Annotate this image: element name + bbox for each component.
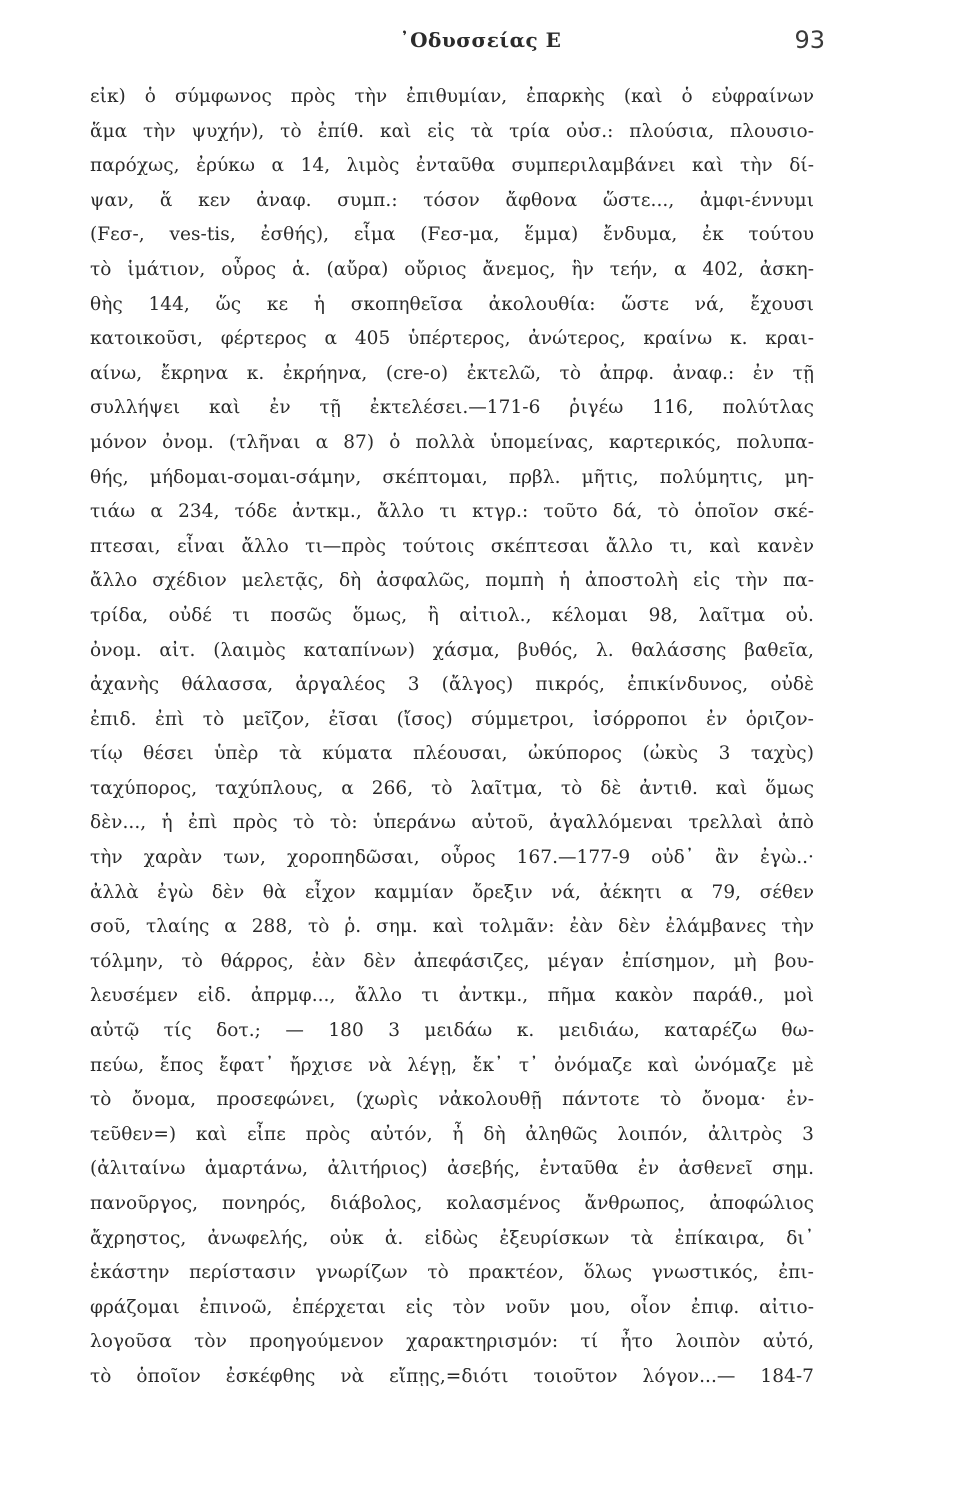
text-line: ἐπιδ. ἐπὶ τὸ μεῖζον, ἐῖσαι (ἴσος) σύμμετροι, ἰσόρροποι ἐν ὁριζον-: [90, 708, 814, 730]
text-line: ἑκάστην περίστασιν γνωρίζων τὸ πρακτέον, ὅλως γνωστικός, ἐπι-: [90, 1262, 814, 1284]
text-line: τὸ ὁποῖον ἐσκέφθης νὰ εἴπῃς,=διότι τοιοῦτον λόγον...— 184-7: [90, 1365, 814, 1387]
text-line: τόλμην, τὸ θάρρος, ἐὰν δὲν ἀπεφάσιζες, μέγαν ἐπίσημον, μὴ βου-: [90, 950, 814, 972]
text-line: λογοῦσα τὸν προηγούμενον χαρακτηρισμόν: τί ἦτο λοιπὸν αὐτό,: [90, 1331, 814, 1353]
text-line: παρόχως, ἐρύκω α 14, λιμὸς ἐνταῦθα συμπεριλαμβάνει καὶ τὴν δί-: [90, 155, 814, 177]
text-line: ἅμα τὴν ψυχήν), τὸ ἐπίθ. καὶ εἰς τὰ τρία οὐσ.: πλούσια, πλουσιο-: [90, 120, 814, 142]
text-line: τεῦθεν=) καὶ εἶπε πρὸς αὐτόν, ἦ δὴ ἀληθῶς λοιπόν, ἀλιτρὸς 3: [90, 1123, 814, 1145]
text-line: (ἀλιταίνω ἁμαρτάνω, ἀλιτήριος) ἀσεβής, ἐνταῦθα ἐν ἀσθενεῖ σημ.: [90, 1158, 814, 1180]
text-line: (Fεσ-, ves-tis, ἐσθής), εἷμα (Fεσ-μα, ἕμμα) ἔνδυμα, ἐκ τούτου: [90, 224, 814, 246]
text-line: τίῳ θέσει ὑπὲρ τὰ κύματα πλέουσαι, ὠκύπορος (ὠκὺς 3 ταχὺς): [90, 743, 814, 765]
text-line: ἄλλο σχέδιον μελετᾷς, δὴ ἀσφαλῶς, πομπὴ ἡ ἀποστολὴ εἰς τὴν πα-: [90, 570, 814, 592]
text-line: ἀχανὴς θάλασσα, ἀργαλέος 3 (ἄλγος) πικρός, ἐπικίνδυνος, οὐδὲ: [90, 674, 814, 696]
text-line: πεύω, ἔπος ἔφατ᾿ ἤρχισε νὰ λέγῃ, ἔκ᾿ τ᾿ ὀνόμαζε καὶ ὠνόμαζε μὲ: [90, 1054, 814, 1076]
text-line: αὐτῷ τίς δοτ.; — 180 3 μειδάω κ. μειδιάω, καταρέζω θω-: [90, 1020, 814, 1042]
text-line: τὴν χαρὰν των, χοροπηδῶσαι, οὖρος 167.—177-9 οὐδ᾿ ἂν ἐγὼ..·: [90, 847, 814, 869]
text-line: αίνω, ἔκρηνα κ. ἐκρήηνα, (cre-o) ἐκτελῶ, τὸ ἀπρφ. ἀναφ.: ἐν τῇ: [90, 362, 814, 384]
page-number: 93: [794, 26, 825, 54]
text-line: λευσέμεν εἰδ. ἀπρμφ..., ἄλλο τι ἀντκμ., πῆμα κακὸν παράθ., μοὶ: [90, 985, 814, 1007]
text-line: μόνον ὀνομ. (τλῆναι α 87) ὁ πολλὰ ὑπομείνας, καρτερικός, πολυπα-: [90, 431, 814, 453]
text-line: τὸ ὄνομα, προσεφώνει, (χωρὶς νἀκολουθῇ πάντοτε τὸ ὄνομα· ἐν-: [90, 1089, 814, 1111]
text-line: τρίδα, οὐδέ τι ποσῶς ὅμως, ἢ αἰτιολ., κέλομαι 98, λαῖτμα οὐ.: [90, 604, 814, 626]
text-line: τιάω α 234, τόδε ἀντκμ., ἄλλο τι κτγρ.: τοῦτο δά, τὸ ὁποῖον σκέ-: [90, 501, 814, 523]
text-line: φράζομαι ἐπινοῶ, ἐπέρχεται εἰς τὸν νοῦν μου, οἷον ἐπιφ. αἰτιο-: [90, 1296, 814, 1318]
text-line: σοῦ, τλαίης α 288, τὸ ῥ. σημ. καὶ τολμᾶν: ἐὰν δὲν ἐλάμβανες τὴν: [90, 916, 814, 938]
running-head: ᾿Οδυσσείας Ε: [399, 28, 562, 52]
text-line: δὲν..., ἡ ἐπὶ πρὸς τὸ τὸ: ὑπεράνω αὐτοῦ, ἀγαλλόμεναι τρελλαὶ ἀπὸ: [90, 812, 814, 834]
text-line: ὀνομ. αἰτ. (λαιμὸς καταπίνων) χάσμα, βυθός, λ. θαλάσσης βαθεῖα,: [90, 639, 814, 661]
text-line: τὸ ἱμάτιον, οὖρος ἁ. (αὔρα) οὔριος ἄνεμος, ἣν τεήν, α 402, ἀσκη-: [90, 258, 814, 280]
text-line: ἄχρηστος, ἀνωφελής, οὐκ ἁ. εἰδὼς ἐξευρίσκων τὰ ἐπίκαιρα, δι᾿: [90, 1227, 814, 1249]
text-line: ταχύπορος, ταχύπλους, α 266, τὸ λαῖτμα, τὸ δὲ ἀντιθ. καὶ ὅμως: [90, 777, 814, 799]
text-line: κατοικοῦσι, φέρτερος α 405 ὑπέρτερος, ἀνώτερος, κραίνω κ. κραι-: [90, 328, 814, 350]
text-line: ψαν, ἅ κεν ἀναφ. συμπ.: τόσον ἄφθονα ὥστε..., ἀμφι-έννυμι: [90, 189, 814, 211]
text-line: συλλήψει καὶ ἐν τῇ ἐκτελέσει.—171-6 ῥιγέω 116, πολύτλας: [90, 397, 814, 419]
text-line: πανοῦργος, πονηρός, διάβολος, κολασμένος ἄνθρωπος, ἀποφώλιος: [90, 1193, 814, 1214]
text-line: εἰκ) ὁ σύμφωνος πρὸς τὴν ἐπιθυμίαν, ἐπαρκὴς (καὶ ὁ εὐφραίνων: [90, 86, 814, 107]
text-line: θὴς 144, ὥς κε ἡ σκοπηθεῖσα ἀκολουθία: ὥστε νά, ἔχουσι: [90, 293, 814, 315]
commentary-text: [90, 80, 814, 1395]
text-line: θής, μήδομαι-σομαι-σάμην, σκέπτομαι, πρβλ. μῆτις, πολύμητις, μη-: [90, 466, 814, 488]
text-line: πτεσαι, εἶναι ἄλλο τι—πρὸς τούτοις σκέπτεσαι ἄλλο τι, καὶ κανὲν: [90, 535, 814, 557]
page-header: [0, 22, 961, 62]
text-line: ἀλλὰ ἐγὼ δὲν θὰ εἶχον καμμίαν ὄρεξιν νά, ἀέκητι α 79, σέθεν: [90, 881, 814, 903]
